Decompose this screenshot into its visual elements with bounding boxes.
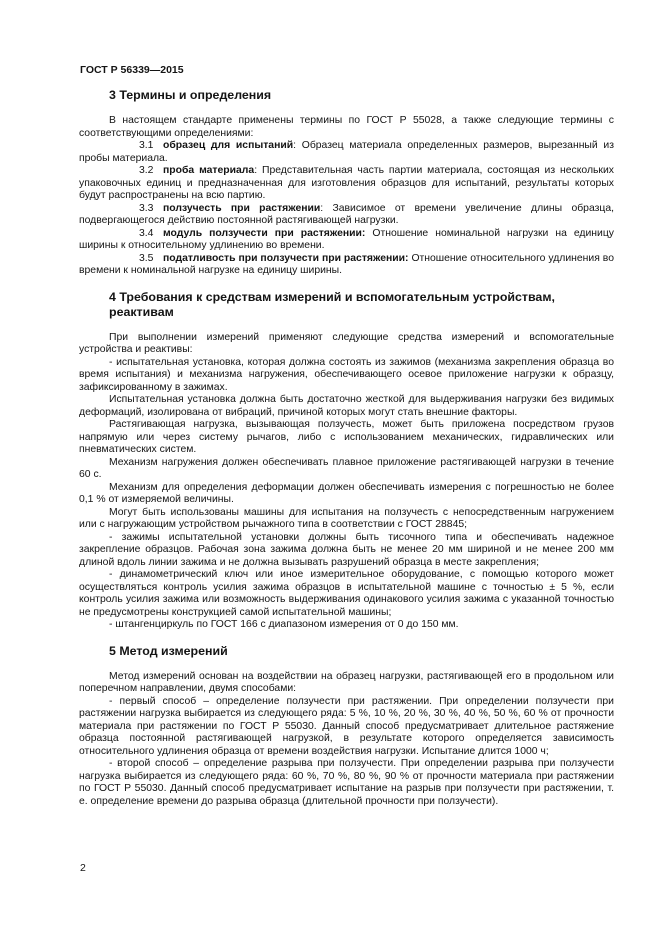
paragraph: Механизм нагружения должен обеспечивать плавное приложение растягивающей нагрузки в течение 60 с.: [79, 456, 614, 480]
paragraph: - испытательная установка, которая должна состоять из зажимов (механизма закрепления образца во время испытания) и механизма нагружения, обеспечивающего осевое приложение нагрузки к образцу, зафиксированному в зажимах.: [79, 356, 614, 393]
definition-separator: :: [254, 165, 258, 176]
definition-3-5: [79, 253, 614, 278]
paragraph: - штангенциркуль по ГОСТ 166 с диапазоном измерения от 0 до 150 мм.: [109, 619, 459, 630]
paragraph: Метод измерений основан на воздействии на образец нагрузки, растягивающей его в продольном или поперечном направлении, двумя способами:: [79, 670, 614, 694]
definition-number: 3.2: [139, 165, 154, 176]
paragraph: При выполнении измерений применяют следующие средства измерений и вспомогательные устройства и реактивы:: [79, 331, 614, 355]
document-code-header: ГОСТ Р 56339—2015: [80, 64, 184, 76]
definition-term: модуль ползучести при растяжении:: [163, 227, 366, 239]
definition-number: 3.4: [139, 227, 154, 239]
definition-text: Отношение номинальной нагрузки на единицу ширины к относительному удлинению во времени.: [79, 227, 614, 251]
definition-separator: :: [320, 202, 324, 214]
paragraph: Могут быть использованы машины для испытания на ползучесть с непосредственным нагружением или с нагружающим устройством рычажного типа в соответствии с ГОСТ 28845;: [79, 506, 614, 530]
definition-number: 3.3: [139, 202, 154, 214]
definition-number: 3.1: [139, 140, 154, 151]
document-body: [79, 88, 614, 808]
paragraph: Механизм для определения деформации должен обеспечивать измерения с погрешностью не более 0,1 % от измеряемой величины.: [79, 481, 614, 505]
definition-text: Образец материала определенных размеров, вырезанный из пробы материала.: [79, 140, 614, 164]
definition-term: проба материала: [163, 165, 255, 176]
paragraph: - динамометрический ключ или иное измерительное оборудование, с помощью которого может осуществляться контроль усилия зажима образцов в испытательной машине с точностью ± 5 %, если контроль усилия зажима или возможность выдерживания одинакового усилия зажима с указанной точностью не предусмотрены конструкцией самой испытательной машины;: [79, 569, 614, 618]
definition-number: 3.5: [139, 252, 154, 264]
paragraph: - зажимы испытательной установки должны быть тисочного типа и обеспечивать надежное закрепление образцов. Рабочая зона зажима должна быть не менее 20 мм шириной и не менее 200 мм длиной вдоль линии зажима и не должна вызывать разрушений образца в месте закрепления;: [79, 531, 614, 568]
definition-text: Отношение относительного удлинения во времени к номинальной нагрузке на единицу ширины.: [79, 252, 614, 276]
definition-3-1: [79, 140, 614, 165]
section-3-intro: В настоящем стандарте применены термины по ГОСТ Р 55028, а также следующие термины с соответствующими определениями:: [79, 115, 614, 139]
section-4-title: 4 Требования к средствам измерений и вспомогательным устройствам, реактивам: [109, 289, 555, 319]
definition-3-4: [79, 228, 614, 253]
definition-3-3: [79, 203, 614, 228]
definition-term: образец для испытаний: [163, 140, 294, 151]
definition-3-2: [79, 165, 614, 203]
paragraph: Растягивающая нагрузка, вызывающая ползучесть, может быть приложена посредством грузов напрямую или через систему рычагов, либо с использованием механических, гидравлических или пневматических систем.: [79, 419, 614, 455]
section-5-title: 5 Метод измерений: [109, 643, 228, 658]
definition-text: Представительная часть партии материала, состоящая из нескольких упаковочных единиц и предназначенная для изготовления образцов для испытаний, результаты которых будут распространены на всю партию.: [79, 165, 614, 201]
paragraph: - первый способ – определение ползучести при растяжении. При определении ползучести при растяжении нагрузка выбирается из следующего ряда: 5 %, 10 %, 20 %, 30 %, 40 %, 50 %, 60 % от прочности материала при растяжении по ГОСТ Р 55030. Данный способ предусматривает длительное растяжение образца постоянной растягивающей нагрузкой, в результате которого определяется зависимость относительного удлинения образца от времени воздействия нагрузки. Испытание длится 1000 ч;: [79, 695, 614, 757]
definition-text: Зависимое от времени увеличение длины образца, подвергающегося действию постоянной растягивающей нагрузки.: [79, 202, 614, 226]
section-3-title: 3 Термины и определения: [109, 88, 272, 102]
page-number: 2: [80, 862, 86, 874]
paragraph: - второй способ – определение разрыва при ползучести. При определении разрыва при ползучести нагрузка выбирается из следующего ряда: 60 %, 70 %, 80 %, 90 % от прочности материала при растяжении по ГОСТ Р 55030. Данный способ предусматривает испытание на разрыв при ползучести при растяжении, т. е. определение времени до разрыва образца (длительной прочности при ползучести).: [79, 758, 614, 807]
definition-term: податливость при ползучести при растяжении:: [163, 252, 409, 264]
definition-term: ползучесть при растяжении: [163, 202, 321, 214]
paragraph: Испытательная установка должна быть достаточно жесткой для выдерживания нагрузки без видимых деформаций, изолирована от вибраций, причиной которых могут стать внешние факторы.: [79, 394, 614, 418]
definition-separator: :: [293, 140, 297, 151]
